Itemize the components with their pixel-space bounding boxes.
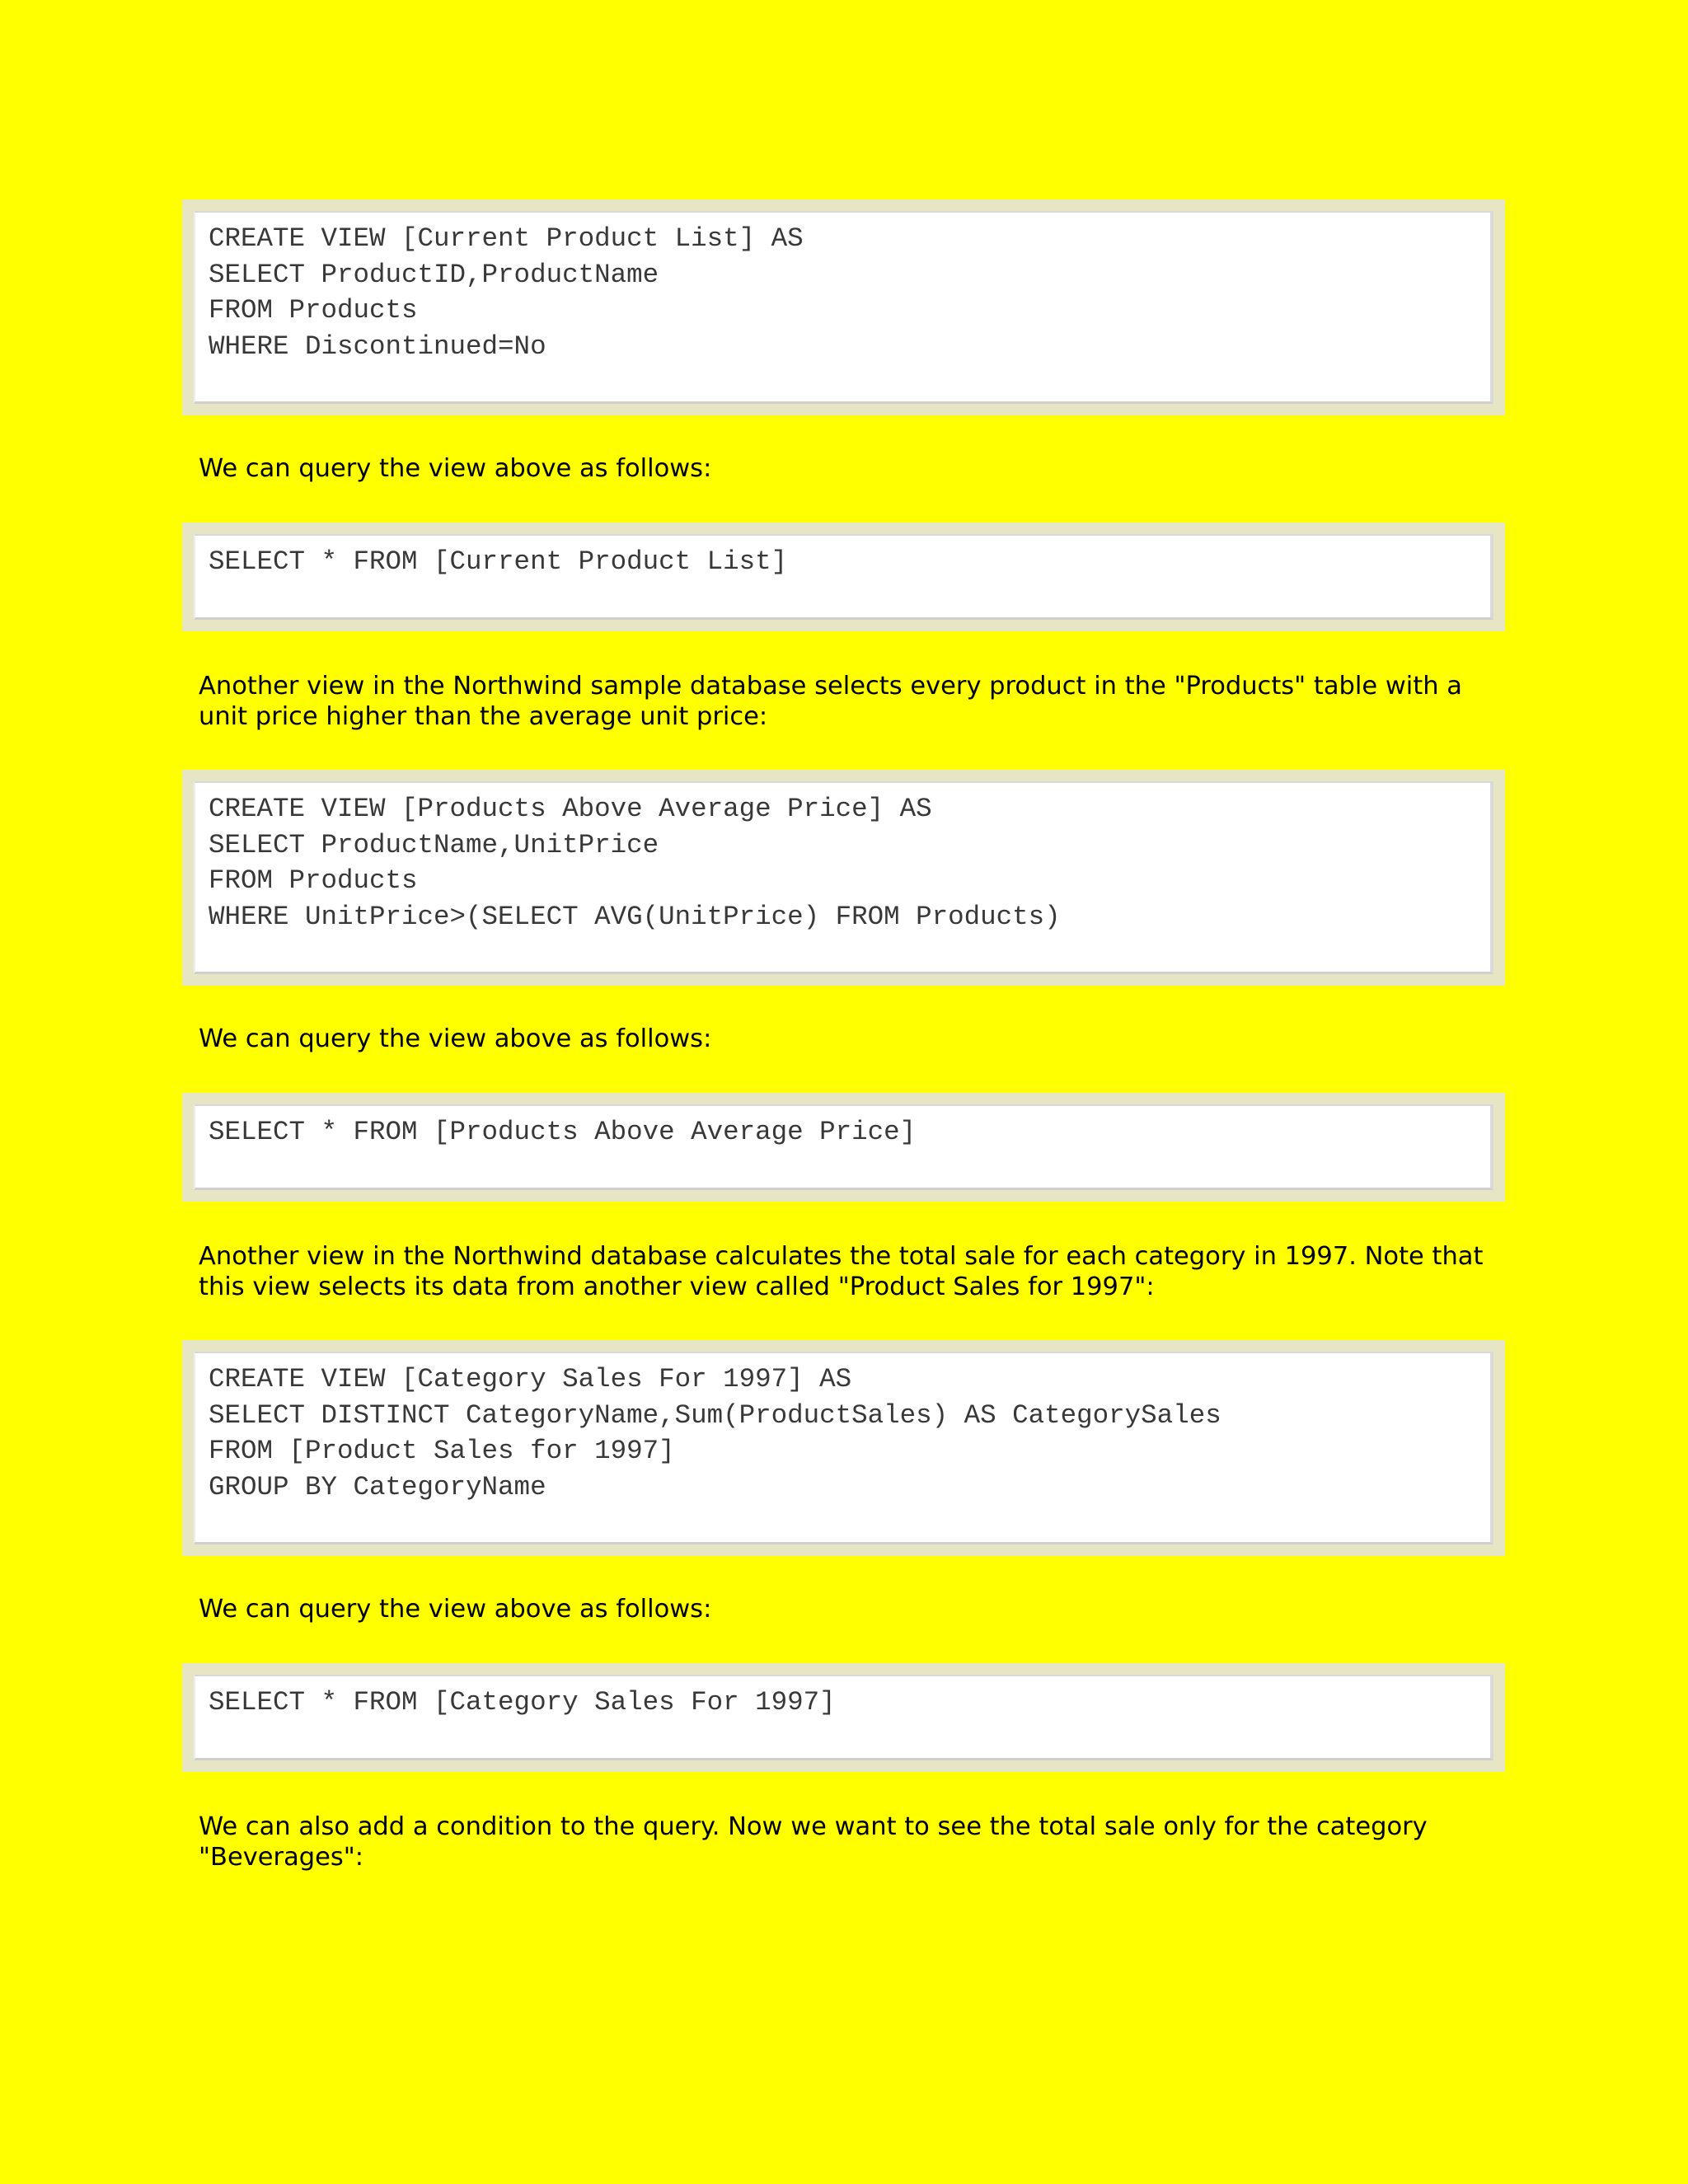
- code-line: SELECT DISTINCT CategoryName,Sum(ProductSales) AS CategorySales: [209, 1399, 1221, 1431]
- para-products-above-average-intro: [199, 672, 1517, 732]
- paragraph-line: Another view in the Northwind sample database selects every product in the "Products" table with a: [199, 672, 1462, 701]
- para-query-category-sales: We can query the view above as follows:: [199, 1595, 712, 1624]
- code-line: CREATE VIEW [Current Product List] AS: [209, 223, 804, 254]
- code-box: [194, 1352, 1493, 1544]
- paragraph-line: "Beverages":: [199, 1842, 364, 1872]
- code-line: CREATE VIEW [Category Sales For 1997] AS: [209, 1364, 852, 1394]
- code-line: SELECT * FROM [Category Sales For 1997]: [209, 1687, 836, 1718]
- code-select-products-above-average: [182, 1093, 1505, 1202]
- code-box: [194, 781, 1493, 974]
- para-beverages-condition: [199, 1812, 1517, 1872]
- code-line: SELECT ProductName,UnitPrice: [209, 829, 659, 860]
- code-box: [194, 1675, 1493, 1760]
- code-create-products-above-average: [182, 770, 1505, 986]
- paragraph-line: unit price higher than the average unit price:: [199, 701, 768, 731]
- code-line: FROM [Product Sales for 1997]: [209, 1436, 675, 1466]
- code-select-category-sales: [182, 1663, 1505, 1772]
- code-line: CREATE VIEW [Products Above Average Price] AS: [209, 794, 932, 824]
- code-box: [194, 1104, 1493, 1190]
- code-box: [194, 534, 1493, 620]
- code-line: WHERE UnitPrice>(SELECT AVG(UnitPrice) FROM Products): [209, 901, 1061, 932]
- code-line: WHERE Discontinued=No: [209, 330, 546, 362]
- code-select-current-product-list: [182, 523, 1505, 631]
- code-create-current-product-list: [182, 199, 1505, 415]
- para-query-current-product-list: We can query the view above as follows:: [199, 454, 712, 483]
- code-line: SELECT ProductID,ProductName: [209, 259, 659, 290]
- code-box: [194, 211, 1493, 404]
- code-line: SELECT * FROM [Current Product List]: [209, 546, 788, 577]
- code-line: GROUP BY CategoryName: [209, 1471, 546, 1502]
- code-line: SELECT * FROM [Products Above Average Price]: [209, 1117, 917, 1147]
- para-category-sales-intro: [199, 1242, 1517, 1302]
- paragraph-line: Another view in the Northwind database calculates the total sale for each category in 1997. Note that: [199, 1242, 1484, 1271]
- paragraph-line: this view selects its data from another view called "Product Sales for 1997":: [199, 1272, 1155, 1301]
- paragraph-line: We can also add a condition to the query. Now we want to see the total sale only for the category: [199, 1812, 1428, 1841]
- code-line: FROM Products: [209, 295, 418, 326]
- code-line: FROM Products: [209, 865, 418, 896]
- para-query-products-above-average: We can query the view above as follows:: [199, 1024, 712, 1053]
- code-create-category-sales: [182, 1340, 1505, 1556]
